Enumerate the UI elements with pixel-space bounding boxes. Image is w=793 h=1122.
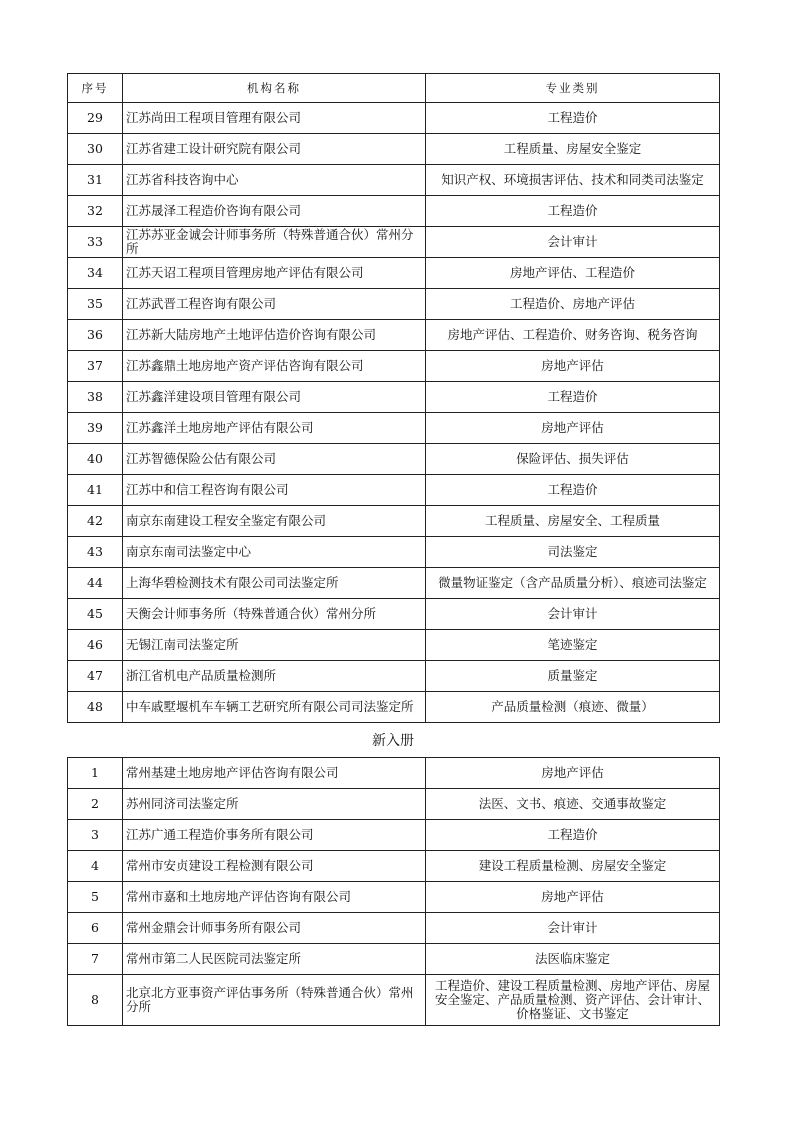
row-org-name: 江苏智德保险公估有限公司: [123, 444, 426, 475]
table-row: [68, 975, 720, 1026]
table-row: [68, 820, 720, 851]
row-index: 40: [68, 444, 123, 475]
table-row: [68, 196, 720, 227]
row-category: 房地产评估: [426, 758, 720, 789]
row-org-name: 江苏中和信工程咨询有限公司: [123, 475, 426, 506]
row-org-name: 江苏鑫洋土地房地产评估有限公司: [123, 413, 426, 444]
row-org-name: 上海华碧检测技术有限公司司法鉴定所: [123, 568, 426, 599]
row-category: 工程造价: [426, 820, 720, 851]
row-index: 35: [68, 289, 123, 320]
registry-table-main: [67, 73, 720, 723]
row-index: 7: [68, 944, 123, 975]
row-org-name: 常州市安贞建设工程检测有限公司: [123, 851, 426, 882]
header-category: 专业类别: [426, 74, 720, 103]
row-category: 工程造价: [426, 475, 720, 506]
table-row: [68, 413, 720, 444]
row-category: 工程造价、建设工程质量检测、房地产评估、房屋安全鉴定、产品质量检测、资产评估、会计审计、价格鉴证、文书鉴定: [426, 975, 720, 1026]
row-index: 48: [68, 692, 123, 723]
row-index: 37: [68, 351, 123, 382]
row-category: 工程造价: [426, 382, 720, 413]
row-org-name: 江苏省科技咨询中心: [123, 165, 426, 196]
section-title-new-entries: 新入册: [372, 733, 414, 749]
row-org-name: 苏州同济司法鉴定所: [123, 789, 426, 820]
row-category: 房地产评估: [426, 351, 720, 382]
table-row: [68, 258, 720, 289]
row-org-name: 常州市嘉和土地房地产评估咨询有限公司: [123, 882, 426, 913]
table-row: [68, 630, 720, 661]
table-row: [68, 758, 720, 789]
header-index: 序号: [68, 74, 123, 103]
row-category: 工程造价: [426, 103, 720, 134]
table-row: [68, 537, 720, 568]
table-row: [68, 320, 720, 351]
row-org-name: 江苏尚田工程项目管理有限公司: [123, 103, 426, 134]
row-org-name: 天衡会计师事务所（特殊普通合伙）常州分所: [123, 599, 426, 630]
row-index: 44: [68, 568, 123, 599]
row-org-name: 江苏苏亚金诚会计师事务所（特殊普通合伙）常州分所: [123, 227, 426, 258]
row-category: 工程造价、房地产评估: [426, 289, 720, 320]
registry-table-new: [67, 757, 720, 1026]
table-row: [68, 382, 720, 413]
row-index: 2: [68, 789, 123, 820]
table-row: [68, 444, 720, 475]
row-org-name: 江苏晟泽工程造价咨询有限公司: [123, 196, 426, 227]
row-category: 工程质量、房屋安全鉴定: [426, 134, 720, 165]
row-index: 43: [68, 537, 123, 568]
row-category: 法医临床鉴定: [426, 944, 720, 975]
row-org-name: 江苏鑫鼎土地房地产资产评估咨询有限公司: [123, 351, 426, 382]
table-row: [68, 475, 720, 506]
row-category: 法医、文书、痕迹、交通事故鉴定: [426, 789, 720, 820]
table-row: [68, 134, 720, 165]
row-index: 34: [68, 258, 123, 289]
row-index: 38: [68, 382, 123, 413]
row-category: 知识产权、环境损害评估、技术和同类司法鉴定: [426, 165, 720, 196]
row-org-name: 常州金鼎会计师事务所有限公司: [123, 913, 426, 944]
row-org-name: 无锡江南司法鉴定所: [123, 630, 426, 661]
row-index: 8: [68, 975, 123, 1026]
row-org-name: 浙江省机电产品质量检测所: [123, 661, 426, 692]
row-category: 微量物证鉴定（含产品质量分析）、痕迹司法鉴定: [426, 568, 720, 599]
row-category: 房地产评估: [426, 882, 720, 913]
header-org-name: 机构名称: [123, 74, 426, 103]
row-category: 保险评估、损失评估: [426, 444, 720, 475]
row-index: 5: [68, 882, 123, 913]
table-row: [68, 944, 720, 975]
row-index: 6: [68, 913, 123, 944]
table-header-row: [68, 74, 720, 103]
row-index: 32: [68, 196, 123, 227]
row-index: 36: [68, 320, 123, 351]
table-row: [68, 789, 720, 820]
row-category: 司法鉴定: [426, 537, 720, 568]
table-row: [68, 165, 720, 196]
row-org-name: 北京北方亚事资产评估事务所（特殊普通合伙）常州分所: [123, 975, 426, 1026]
table-row: [68, 568, 720, 599]
row-index: 4: [68, 851, 123, 882]
row-category: 会计审计: [426, 913, 720, 944]
table-row: [68, 103, 720, 134]
row-org-name: 常州基建土地房地产评估咨询有限公司: [123, 758, 426, 789]
row-category: 会计审计: [426, 599, 720, 630]
row-category: 工程质量、房屋安全、工程质量: [426, 506, 720, 537]
row-category: 质量鉴定: [426, 661, 720, 692]
row-category: 房地产评估、工程造价、财务咨询、税务咨询: [426, 320, 720, 351]
row-category: 房地产评估: [426, 413, 720, 444]
row-category: 会计审计: [426, 227, 720, 258]
table-row: [68, 851, 720, 882]
table-row: [68, 882, 720, 913]
row-index: 1: [68, 758, 123, 789]
row-index: 31: [68, 165, 123, 196]
row-org-name: 常州市第二人民医院司法鉴定所: [123, 944, 426, 975]
table-row: [68, 913, 720, 944]
row-org-name: 江苏省建工设计研究院有限公司: [123, 134, 426, 165]
row-index: 46: [68, 630, 123, 661]
table-row: [68, 692, 720, 723]
table-row: [68, 227, 720, 258]
table-row: [68, 661, 720, 692]
row-org-name: 江苏武晋工程咨询有限公司: [123, 289, 426, 320]
table-row: [68, 351, 720, 382]
row-index: 47: [68, 661, 123, 692]
row-org-name: 南京东南司法鉴定中心: [123, 537, 426, 568]
row-index: 42: [68, 506, 123, 537]
row-index: 41: [68, 475, 123, 506]
row-index: 39: [68, 413, 123, 444]
row-index: 29: [68, 103, 123, 134]
table-row: [68, 599, 720, 630]
row-category: 房地产评估、工程造价: [426, 258, 720, 289]
row-category: 产品质量检测（痕迹、微量）: [426, 692, 720, 723]
row-org-name: 南京东南建设工程安全鉴定有限公司: [123, 506, 426, 537]
row-index: 3: [68, 820, 123, 851]
row-org-name: 江苏广通工程造价事务所有限公司: [123, 820, 426, 851]
row-index: 45: [68, 599, 123, 630]
row-org-name: 江苏天诏工程项目管理房地产评估有限公司: [123, 258, 426, 289]
row-category: 笔迹鉴定: [426, 630, 720, 661]
row-category: 工程造价: [426, 196, 720, 227]
table-row: [68, 506, 720, 537]
row-index: 30: [68, 134, 123, 165]
table-row: [68, 289, 720, 320]
row-org-name: 中车戚墅堰机车车辆工艺研究所有限公司司法鉴定所: [123, 692, 426, 723]
row-index: 33: [68, 227, 123, 258]
row-category: 建设工程质量检测、房屋安全鉴定: [426, 851, 720, 882]
row-org-name: 江苏鑫洋建设项目管理有限公司: [123, 382, 426, 413]
row-org-name: 江苏新大陆房地产土地评估造价咨询有限公司: [123, 320, 426, 351]
